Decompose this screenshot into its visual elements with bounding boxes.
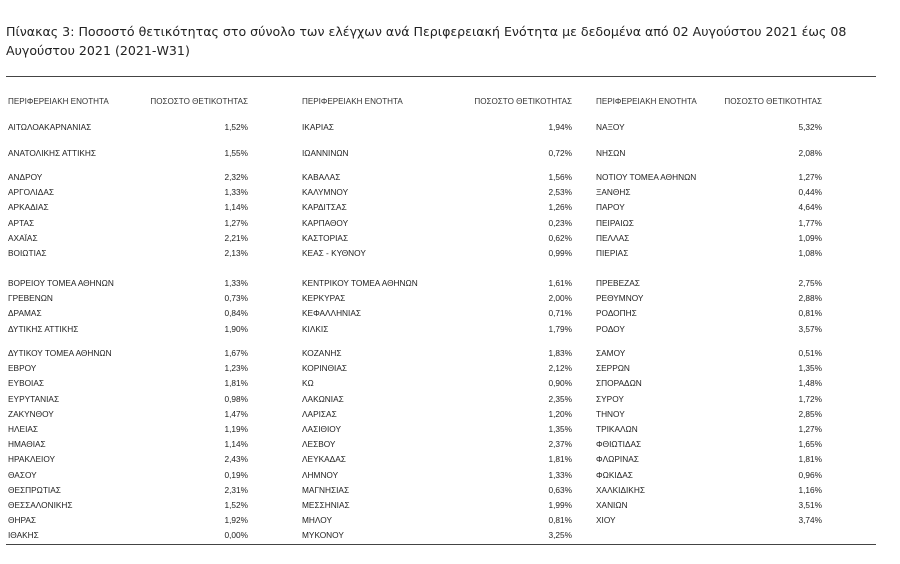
- table-row-region: ΛΕΥΚΑΔΑΣ: [302, 454, 346, 465]
- table-row-region: ΑΡΤΑΣ: [8, 217, 35, 228]
- table-row-positivity: 1,33%: [548, 469, 572, 480]
- table-row-positivity: 1,27%: [798, 424, 822, 434]
- table-row-positivity: 1,56%: [548, 172, 572, 182]
- table-row-region: ΛΑΡΙΣΑΣ: [302, 408, 337, 419]
- table-row-positivity: 2,43%: [224, 454, 248, 465]
- table-row-region: ΝΗΣΩΝ: [596, 148, 626, 158]
- table-row-region: ΞΑΝΘΗΣ: [596, 187, 631, 198]
- table-row-positivity: 0,23%: [548, 217, 572, 228]
- table-row-region: ΕΒΡΟΥ: [8, 363, 37, 374]
- table-row-region: ΚΕΑΣ - ΚΥΘΝΟΥ: [302, 248, 366, 258]
- table-row-positivity: 5,32%: [798, 122, 822, 132]
- table-row-positivity: 1,92%: [224, 515, 248, 526]
- table-row-region: ΙΘΑΚΗΣ: [8, 530, 39, 541]
- column-header-region: ΠΕΡΙΦΕΡΕΙΑΚΗ ΕΝΟΤΗΤΑ: [8, 97, 109, 106]
- table-row-positivity: 1,20%: [548, 408, 572, 419]
- table-row-region: ΒΟΡΕΙΟΥ ΤΟΜΕΑ ΑΘΗΝΩΝ: [8, 278, 114, 288]
- table-row-region: ΚΑΡΔΙΤΣΑΣ: [302, 202, 347, 213]
- table-row-positivity: 1,65%: [798, 439, 822, 450]
- table-row-positivity: 2,53%: [548, 187, 572, 198]
- column-header-region: ΠΕΡΙΦΕΡΕΙΑΚΗ ΕΝΟΤΗΤΑ: [596, 97, 697, 106]
- table-row-positivity: 2,85%: [798, 408, 822, 419]
- table-row-region: ΗΜΑΘΙΑΣ: [8, 439, 46, 450]
- table-row-positivity: 2,35%: [548, 393, 572, 404]
- table-row-region: ΡΟΔΟΥ: [596, 323, 625, 334]
- table-row-region: ΚΑΣΤΟΡΙΑΣ: [302, 232, 349, 243]
- table-row-positivity: 1,99%: [548, 500, 572, 510]
- bottom-rule: [6, 544, 876, 545]
- table-row-positivity: 0,00%: [224, 530, 248, 541]
- table-row-positivity: 3,74%: [798, 515, 822, 526]
- table-row-region: ΡΕΘΥΜΝΟΥ: [596, 293, 644, 304]
- table-row-region: ΦΛΩΡΙΝΑΣ: [596, 454, 639, 465]
- table-row-region: ΚΟΡΙΝΘΙΑΣ: [302, 363, 347, 374]
- table-row-region: ΠΑΡΟΥ: [596, 202, 625, 213]
- table-row-region: ΜΗΛΟΥ: [302, 515, 332, 526]
- column-header-positivity: ΠΟΣΟΣΤΟ ΘΕΤΙΚΟΤΗΤΑΣ: [724, 97, 822, 106]
- table-row-positivity: 2,37%: [548, 439, 572, 450]
- table-title: Πίνακας 3: Ποσοστό θετικότητας στο σύνολο των ελέγχων ανά Περιφερειακή Ενότητα με δεδομένα από 02 Αυγούστου 2021 έως 08 Αυγούστου 2021 (2021-W31): [6, 24, 847, 58]
- table-row-positivity: 1,48%: [798, 378, 822, 389]
- table-row-positivity: 1,55%: [224, 148, 248, 158]
- table-row-region: ΜΥΚΟΝΟΥ: [302, 530, 344, 541]
- table-row-positivity: 1,09%: [798, 232, 822, 243]
- table-row-positivity: 1,19%: [224, 424, 248, 434]
- table-row-region: ΡΟΔΟΠΗΣ: [596, 308, 637, 319]
- table-row-positivity: 2,32%: [224, 172, 248, 182]
- table-row-positivity: 0,81%: [548, 515, 572, 526]
- table-row-positivity: 1,27%: [798, 172, 822, 182]
- table-row-positivity: 1,47%: [224, 408, 248, 419]
- table-row-positivity: 0,96%: [798, 469, 822, 480]
- table-row-positivity: 3,51%: [798, 500, 822, 510]
- table-row-positivity: 1,08%: [798, 248, 822, 258]
- table-row-positivity: 2,08%: [798, 148, 822, 158]
- table-row-region: ΔΥΤΙΚΟΥ ΤΟΜΕΑ ΑΘΗΝΩΝ: [8, 348, 112, 358]
- table-row-positivity: 1,94%: [548, 122, 572, 132]
- table-row-positivity: 1,33%: [224, 187, 248, 198]
- table-row-positivity: 0,72%: [548, 148, 572, 158]
- table-row-positivity: 0,98%: [224, 393, 248, 404]
- table-row-region: ΜΑΓΝΗΣΙΑΣ: [302, 484, 350, 495]
- table-row-region: ΤΡΙΚΑΛΩΝ: [596, 424, 638, 434]
- column-header-region: ΠΕΡΙΦΕΡΕΙΑΚΗ ΕΝΟΤΗΤΑ: [302, 97, 403, 106]
- table-row-region: ΧΑΝΙΩΝ: [596, 500, 628, 510]
- table-row-region: ΘΕΣΠΡΩΤΙΑΣ: [8, 484, 61, 495]
- table-row-region: ΒΟΙΩΤΙΑΣ: [8, 248, 47, 258]
- table-row-region: ΗΛΕΙΑΣ: [8, 424, 39, 434]
- table-row-positivity: 1,16%: [798, 484, 822, 495]
- table-row-positivity: 1,61%: [548, 278, 572, 288]
- table-row-positivity: 0,71%: [548, 308, 572, 319]
- table-row-region: ΘΑΣΟΥ: [8, 469, 37, 480]
- table-row-region: ΔΥΤΙΚΗΣ ΑΤΤΙΚΗΣ: [8, 323, 79, 334]
- table-row-region: ΙΚΑΡΙΑΣ: [302, 122, 334, 132]
- table-row-region: ΝΑΞΟΥ: [596, 122, 625, 132]
- table-row-positivity: 1,90%: [224, 323, 248, 334]
- table-row-positivity: 1,27%: [224, 217, 248, 228]
- table-row-region: ΛΑΚΩΝΙΑΣ: [302, 393, 344, 404]
- table-row-region: ΣΕΡΡΩΝ: [596, 363, 630, 374]
- table-row-region: ΚΟΖΑΝΗΣ: [302, 348, 342, 358]
- table-row-positivity: 1,33%: [224, 278, 248, 288]
- table-row-positivity: 2,12%: [548, 363, 572, 374]
- table-row-region: ΛΕΣΒΟΥ: [302, 439, 336, 450]
- table-row-region: ΔΡΑΜΑΣ: [8, 308, 42, 319]
- table-row-region: ΑΡΓΟΛΙΔΑΣ: [8, 187, 54, 198]
- column-header-positivity: ΠΟΣΟΣΤΟ ΘΕΤΙΚΟΤΗΤΑΣ: [474, 97, 572, 106]
- table-row-region: ΚΕΡΚΥΡΑΣ: [302, 293, 346, 304]
- table-row-region: ΚΕΝΤΡΙΚΟΥ ΤΟΜΕΑ ΑΘΗΝΩΝ: [302, 278, 418, 288]
- table-row-positivity: 1,81%: [798, 454, 822, 465]
- table-row-region: ΝΟΤΙΟΥ ΤΟΜΕΑ ΑΘΗΝΩΝ: [596, 172, 697, 182]
- table-row-region: ΧΙΟΥ: [596, 515, 616, 526]
- table-row-region: ΠΙΕΡΙΑΣ: [596, 248, 629, 258]
- table-row-region: ΕΥΒΟΙΑΣ: [8, 378, 45, 389]
- table-row-region: ΚΩ: [302, 378, 314, 389]
- table-row-region: ΑΝΔΡΟΥ: [8, 172, 43, 182]
- table-row-region: ΦΘΙΩΤΙΔΑΣ: [596, 439, 642, 450]
- table-row-positivity: 1,52%: [224, 122, 248, 132]
- table-row-region: ΙΩΑΝΝΙΝΩΝ: [302, 148, 349, 158]
- table-row-positivity: 1,83%: [548, 348, 572, 358]
- table-row-positivity: 2,13%: [224, 248, 248, 258]
- table-row-region: ΗΡΑΚΛΕΙΟΥ: [8, 454, 56, 465]
- table-row-region: ΚΕΦΑΛΛΗΝΙΑΣ: [302, 308, 362, 319]
- table-row-positivity: 0,84%: [224, 308, 248, 319]
- table-row-positivity: 1,35%: [798, 363, 822, 374]
- table-row-positivity: 3,25%: [548, 530, 572, 541]
- table-row-region: ΦΩΚΙΔΑΣ: [596, 469, 633, 480]
- table-row-positivity: 2,21%: [224, 232, 248, 243]
- table-row-region: ΠΕΙΡΑΙΩΣ: [596, 217, 634, 228]
- table-row-region: ΚΑΡΠΑΘΟΥ: [302, 217, 349, 228]
- table-row-region: ΣΑΜΟΥ: [596, 348, 626, 358]
- table-row-positivity: 0,62%: [548, 232, 572, 243]
- table-row-region: ΘΕΣΣΑΛΟΝΙΚΗΣ: [8, 500, 73, 510]
- table-row-positivity: 2,88%: [798, 293, 822, 304]
- table-row-positivity: 1,81%: [224, 378, 248, 389]
- table-row-region: ΣΥΡΟΥ: [596, 393, 624, 404]
- table-row-region: ΚΑΒΑΛΑΣ: [302, 172, 341, 182]
- table-row-region: ΠΡΕΒΕΖΑΣ: [596, 278, 640, 288]
- table-row-positivity: 2,31%: [224, 484, 248, 495]
- table-row-positivity: 4,64%: [798, 202, 822, 213]
- table-row-positivity: 0,44%: [798, 187, 822, 198]
- table-row-positivity: 0,73%: [224, 293, 248, 304]
- table-row-positivity: 0,51%: [798, 348, 822, 358]
- table-row-positivity: 1,14%: [224, 439, 248, 450]
- table-row-positivity: 1,23%: [224, 363, 248, 374]
- table-row-positivity: 2,75%: [798, 278, 822, 288]
- table-row-positivity: 0,19%: [224, 469, 248, 480]
- table-row-positivity: 1,72%: [798, 393, 822, 404]
- table-row-positivity: 1,26%: [548, 202, 572, 213]
- table-row-region: ΣΠΟΡΑΔΩΝ: [596, 378, 642, 389]
- table-row-region: ΖΑΚΥΝΘΟΥ: [8, 408, 54, 419]
- table-row-positivity: 1,67%: [224, 348, 248, 358]
- table-row-region: ΚΙΛΚΙΣ: [302, 323, 329, 334]
- table-row-positivity: 1,79%: [548, 323, 572, 334]
- table-row-positivity: 1,14%: [224, 202, 248, 213]
- table-row-positivity: 0,99%: [548, 248, 572, 258]
- table-row-positivity: 3,57%: [798, 323, 822, 334]
- table-row-region: ΛΑΣΙΘΙΟΥ: [302, 424, 341, 434]
- table-row-region: ΠΕΛΛΑΣ: [596, 232, 630, 243]
- table-row-positivity: 0,90%: [548, 378, 572, 389]
- table-row-region: ΧΑΛΚΙΔΙΚΗΣ: [596, 484, 645, 495]
- table-row-region: ΚΑΛΥΜΝΟΥ: [302, 187, 349, 198]
- table-row-positivity: 1,35%: [548, 424, 572, 434]
- table-row-positivity: 1,77%: [798, 217, 822, 228]
- table-row-positivity: 1,52%: [224, 500, 248, 510]
- column-header-positivity: ΠΟΣΟΣΤΟ ΘΕΤΙΚΟΤΗΤΑΣ: [150, 97, 248, 106]
- table-row-region: ΓΡΕΒΕΝΩΝ: [8, 293, 53, 304]
- table-row-region: ΕΥΡΥΤΑΝΙΑΣ: [8, 393, 60, 404]
- table-row-positivity: 0,81%: [798, 308, 822, 319]
- table-row-region: ΑΙΤΩΛΟΑΚΑΡΝΑΝΙΑΣ: [8, 122, 92, 132]
- table-row-positivity: 1,81%: [548, 454, 572, 465]
- table-row-positivity: 0,63%: [548, 484, 572, 495]
- table-row-region: ΘΗΡΑΣ: [8, 515, 37, 526]
- table-row-region: ΑΡΚΑΔΙΑΣ: [8, 202, 49, 213]
- table-row-region: ΜΕΣΣΗΝΙΑΣ: [302, 500, 350, 510]
- table-row-region: ΛΗΜΝΟΥ: [302, 469, 339, 480]
- table-row-region: ΑΧΑΪΑΣ: [8, 232, 38, 243]
- table-row-region: ΤΗΝΟΥ: [596, 408, 625, 419]
- table-row-positivity: 2,00%: [548, 293, 572, 304]
- table-row-region: ΑΝΑΤΟΛΙΚΗΣ ΑΤΤΙΚΗΣ: [8, 148, 97, 158]
